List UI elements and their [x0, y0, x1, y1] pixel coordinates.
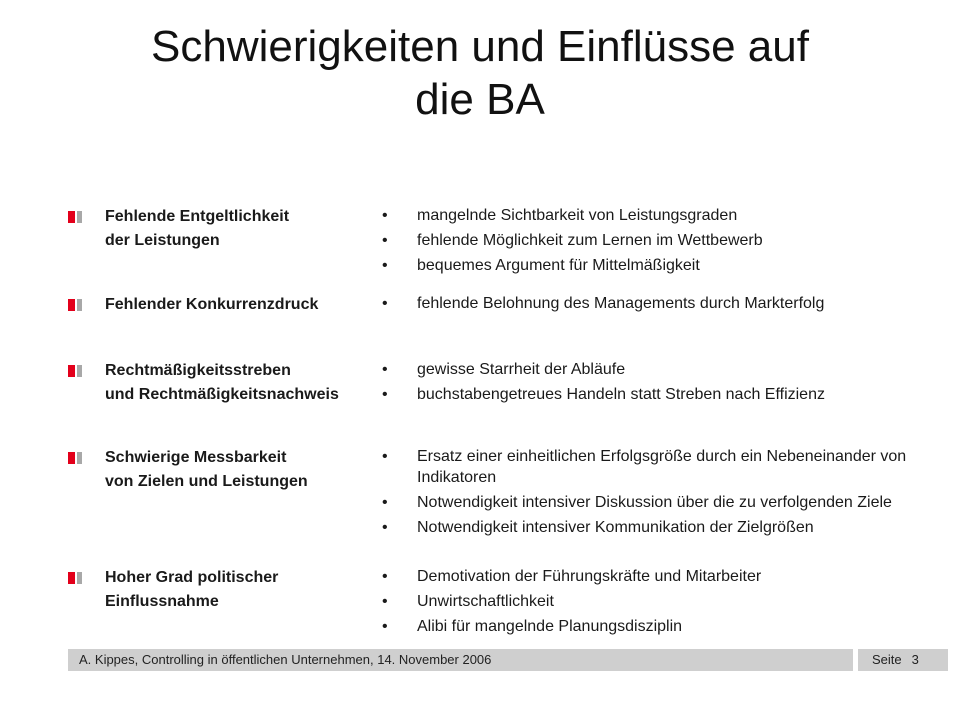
row-heading-line: Einflussnahme	[105, 593, 219, 610]
slide-title	[0, 20, 960, 126]
bullet-list	[382, 205, 952, 280]
row-heading	[105, 566, 395, 614]
bullet-dot: •	[382, 448, 388, 465]
row-heading-line: Hoher Grad politischer	[105, 569, 279, 586]
bullet-list	[382, 359, 952, 409]
bullet-item	[382, 205, 952, 226]
bullet-text: Notwendigkeit intensiver Diskussion über die zu verfolgenden Ziele	[417, 494, 892, 511]
bullet-item	[382, 566, 952, 587]
section-marker-icon	[68, 452, 82, 464]
bullet-text: gewisse Starrheit der Abläufe	[417, 361, 626, 378]
bullet-item	[382, 591, 952, 612]
row-heading	[105, 446, 395, 494]
slide-title-line-2: die BA	[415, 75, 545, 124]
bullet-text: mangelnde Sichtbarkeit von Leistungsgraden	[417, 207, 738, 224]
section-marker-icon	[68, 211, 82, 223]
bullet-dot: •	[382, 257, 388, 274]
row-heading-line: und Rechtmäßigkeitsnachweis	[105, 386, 339, 403]
bullet-text: Demotivation der Führungskräfte und Mitarbeiter	[417, 568, 762, 585]
row-heading-line: Fehlende Entgeltlichkeit	[105, 208, 290, 225]
row-heading-line: von Zielen und Leistungen	[105, 473, 308, 490]
bullet-item	[382, 492, 952, 513]
section-marker-icon	[68, 365, 82, 377]
bullet-item	[382, 359, 952, 380]
bullet-item	[382, 293, 952, 314]
bullet-list	[382, 293, 952, 318]
section-marker-icon	[68, 299, 82, 311]
slide-footer	[68, 649, 948, 671]
bullet-dot: •	[382, 295, 388, 312]
bullet-text: Notwendigkeit intensiver Kommunikation der Zielgrößen	[417, 519, 814, 536]
slide-title-line-1: Schwierigkeiten und Einflüsse auf	[151, 22, 809, 71]
section-marker-icon	[68, 572, 82, 584]
row-heading	[105, 293, 395, 317]
bullet-item	[382, 446, 960, 488]
page-number: 3	[911, 652, 919, 667]
bullet-item	[382, 384, 952, 405]
row-heading-line: Rechtmäßigkeitsstreben	[105, 362, 291, 379]
footer-text: A. Kippes, Controlling in öffentlichen Unternehmen, 14. November 2006	[68, 649, 853, 671]
row-heading	[105, 359, 395, 407]
bullet-text: bequemes Argument für Mittelmäßigkeit	[417, 257, 700, 274]
bullet-text: fehlende Möglichkeit zum Lernen im Wettbewerb	[417, 232, 763, 249]
bullet-item	[382, 517, 952, 538]
row-heading	[105, 205, 395, 253]
bullet-dot: •	[382, 232, 388, 249]
bullet-text: Alibi für mangelnde Planungsdisziplin	[417, 618, 683, 635]
bullet-dot: •	[382, 361, 388, 378]
bullet-text: Ersatz einer einheitlichen Erfolgsgröße durch ein Nebeneinander von Indikatoren	[417, 448, 907, 486]
row-heading-line: Fehlender Konkurrenzdruck	[105, 296, 319, 313]
bullet-item	[382, 230, 952, 251]
bullet-dot: •	[382, 568, 388, 585]
row-heading-line: Schwierige Messbarkeit	[105, 449, 287, 466]
bullet-text: fehlende Belohnung des Managements durch Markterfolg	[417, 295, 825, 312]
bullet-list	[382, 446, 952, 542]
page-indicator	[858, 649, 948, 671]
bullet-dot: •	[382, 494, 388, 511]
bullet-item	[382, 616, 952, 637]
bullet-dot: •	[382, 519, 388, 536]
bullet-text: buchstabengetreues Handeln statt Streben nach Effizienz	[417, 386, 825, 403]
bullet-item	[382, 255, 952, 276]
bullet-dot: •	[382, 386, 388, 403]
bullet-dot: •	[382, 593, 388, 610]
bullet-list	[382, 566, 952, 641]
bullet-dot: •	[382, 618, 388, 635]
row-heading-line: der Leistungen	[105, 232, 220, 249]
page-label: Seite	[872, 652, 902, 667]
bullet-text: Unwirtschaftlichkeit	[417, 593, 554, 610]
bullet-dot: •	[382, 207, 388, 224]
